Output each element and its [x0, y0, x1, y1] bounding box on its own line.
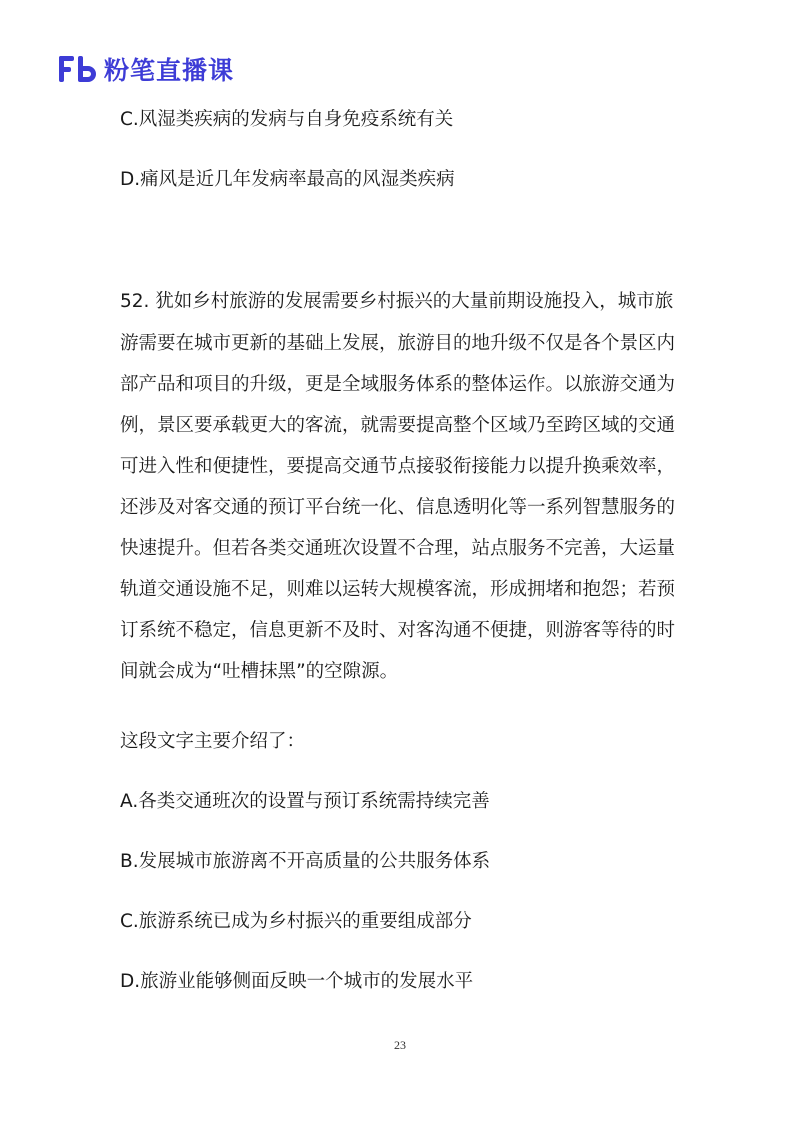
passage-line: 52. 犹如乡村旅游的发展需要乡村振兴的大量前期设施投入，城市旅: [120, 291, 674, 312]
fb-logo-icon: [58, 54, 98, 84]
option-c: C.旅游系统已成为乡村振兴的重要组成部分: [120, 911, 472, 932]
prev-option-c: C.风湿类疾病的发病与自身免疫系统有关: [120, 109, 454, 130]
passage-line: 例，景区要承载更大的客流，就需要提高整个区域乃至跨区域的交通: [120, 415, 676, 436]
logo-text: 粉笔直播课: [104, 56, 235, 85]
passage-line: 可进入性和便捷性，要提高交通节点接驳衔接能力以提升换乘效率，: [120, 456, 676, 477]
option-d: D.旅游业能够侧面反映一个城市的发展水平: [120, 971, 474, 992]
passage-line: 游需要在城市更新的基础上发展，旅游目的地升级不仅是各个景区内: [120, 333, 676, 354]
option-a: A.各类交通班次的设置与预订系统需持续完善: [120, 791, 490, 812]
brand-logo: [58, 52, 234, 86]
passage-line: 还涉及对客交通的预订平台统一化、信息透明化等一系列智慧服务的: [120, 497, 676, 518]
passage-line: 部产品和项目的升级，更是全域服务体系的整体运作。以旅游交通为: [120, 374, 676, 395]
passage-line: 订系统不稳定，信息更新不及时、对客沟通不便捷，则游客等待的时: [120, 620, 676, 641]
passage-line: 轨道交通设施不足，则难以运转大规模客流，形成拥堵和抱怨；若预: [120, 579, 676, 600]
option-b: B.发展城市旅游离不开高质量的公共服务体系: [120, 851, 491, 872]
question-prompt: 这段文字主要介绍了：: [120, 731, 306, 752]
page-number: 23: [394, 1038, 406, 1052]
passage-line: 间就会成为“吐槽抹黑”的空隙源。: [120, 661, 399, 682]
prev-option-d: D.痛风是近几年发病率最高的风湿类疾病: [120, 169, 455, 190]
passage-line: 快速提升。但若各类交通班次设置不合理，站点服务不完善，大运量: [120, 538, 676, 559]
